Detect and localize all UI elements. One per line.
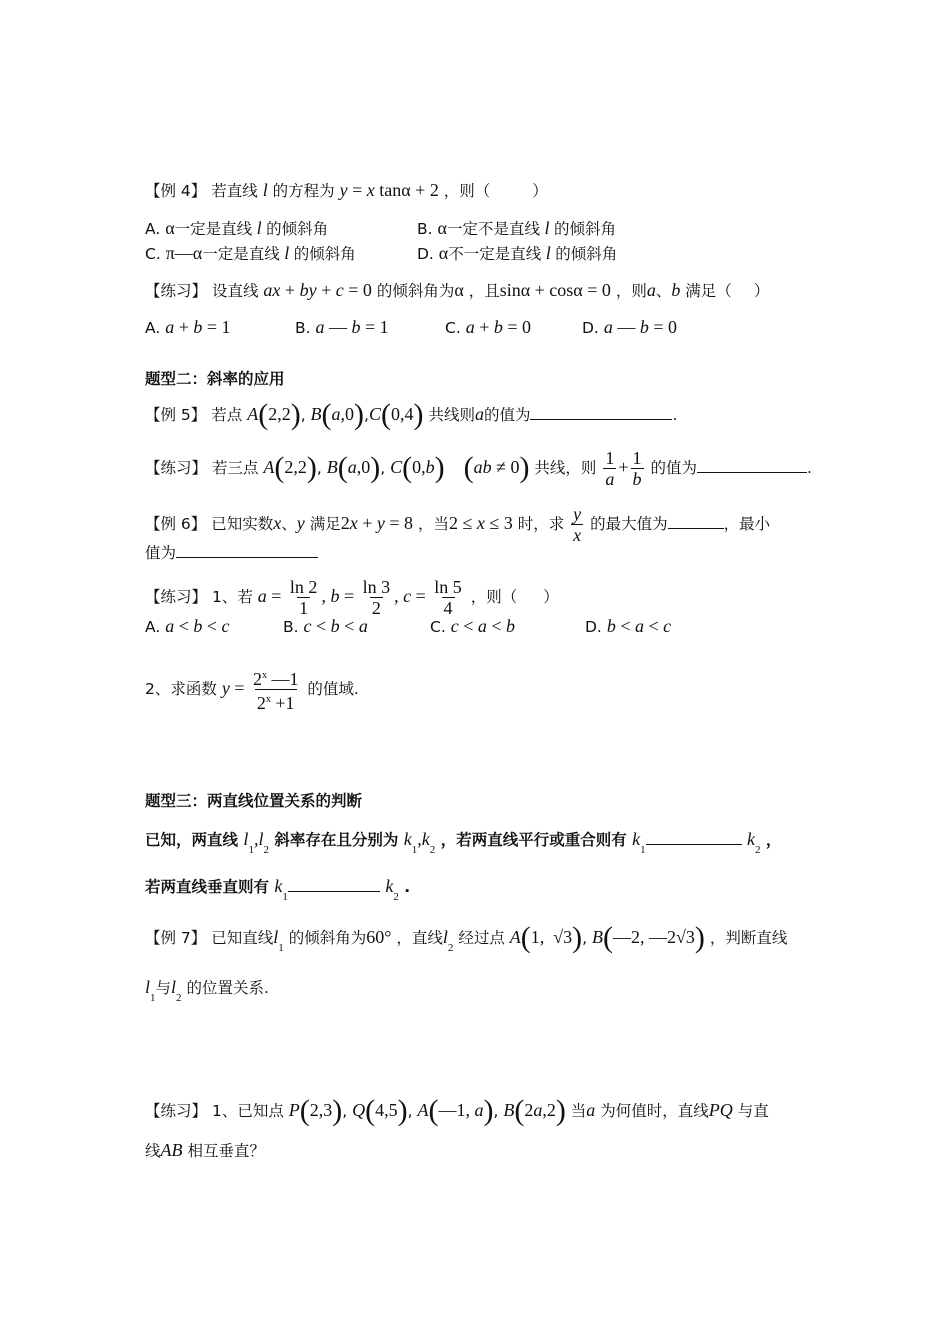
option-a: A. α一定是直线 l 的倾斜角: [145, 218, 329, 238]
practice-label: 【练习】: [145, 1102, 208, 1120]
practice-6-question: 【练习】 1、若 a = $\frac{\ln 2}{1}$ , b = $\frac{\ln 3}{2}$ , c = $\frac{\ln 5}{4}$ ，则（ ）: [145, 577, 559, 618]
practice-6-question-2: 2、求函数 y = $\frac{2^x —1}{2^x +1}$ 的值域.: [145, 669, 359, 713]
practice-6-option-c: C. c < a < b: [430, 616, 515, 636]
practice-4-option-b: B. a — b = 1: [295, 317, 389, 337]
option-b: B. α一定不是直线 l 的倾斜角: [417, 218, 616, 238]
practice-label: 【练习】: [145, 459, 208, 477]
practice-4-question: 【练习】 设直线 ax + by + c = 0 的倾斜角为α ，且sinα + cosα = 0 ，则a、b 满足（ ）: [145, 280, 770, 300]
section-3-statement-2: 若两直线垂直则有 $k_1$ $k_2$ .: [145, 876, 411, 903]
example-5-question: 【例 5】 若点 A(2,2), B(a,0),C(0,4) 共线则a的值为 .: [145, 398, 678, 431]
practice-4-option-a: A. a + b = 1: [145, 317, 231, 337]
practice-label: 【练习】: [145, 588, 208, 606]
example-6-line-2: 值为: [145, 541, 318, 565]
practice-6-option-d: D. b < a < c: [585, 616, 672, 636]
example-6-question: 【例 6】 已知实数x、y 满足2x + y = 8 ，当2 ≤ x ≤ 3 时，求 $\frac{y}{x}$ 的最大值为 ，最小: [145, 504, 771, 545]
practice-label: 【练习】: [145, 282, 208, 300]
section-title: 题型三：两直线位置关系的判断: [145, 792, 363, 810]
option-d: D. α不一定是直线 l 的倾斜角: [417, 243, 618, 263]
practice-4-option-c: C. a + b = 0: [445, 317, 531, 337]
section-title: 题型二：斜率的应用: [145, 370, 285, 388]
example-7-line-2: $l_1$与$l_2$ 的位置关系.: [145, 977, 269, 1004]
practice-4-option-d: D. a — b = 0: [582, 317, 677, 337]
practice-6-option-a: A. a < b < c: [145, 616, 230, 636]
practice-5-question: 【练习】 若三点 A(2,2), B(a,0), C(0,b) (ab ≠ 0) 共线，则 $\frac{1}{a}$ + $\frac{1}{b}$ 的值为 .: [145, 448, 812, 489]
example-label: 【例 6】: [145, 515, 207, 533]
example-label: 【例 7】: [145, 929, 207, 947]
example-4-question: 【例 4】 若直线 l 的方程为 y = x tanα + 2 ，则（ ）: [145, 180, 548, 200]
example-7-question: 【例 7】 已知直线$l_1$ 的倾斜角为60° ，直线$l_2$ 经过点 A(1, √3), B(—2, —2√3) ，判断直线: [145, 921, 788, 954]
practice-6-option-b: B. c < b < a: [283, 616, 368, 636]
example-label: 【例 4】: [145, 182, 207, 200]
section-3-statement-1: 已知，两直线 $l_1,l_2$ 斜率存在且分别为 $k_1,k_2$ ，若两直线平行或重合则有 $k_1$ $k_2$ ，: [145, 829, 782, 856]
example-label: 【例 5】: [145, 406, 207, 424]
option-c: C. π—α一定是直线 l 的倾斜角: [145, 243, 356, 263]
practice-7-line-2: 线AB 相互垂直？: [145, 1140, 265, 1160]
practice-7-question: 【练习】 1、已知点 P(2,3), Q(4,5), A(—1, a), B(2a,2) 当a 为何值时，直线PQ 与直: [145, 1094, 769, 1127]
